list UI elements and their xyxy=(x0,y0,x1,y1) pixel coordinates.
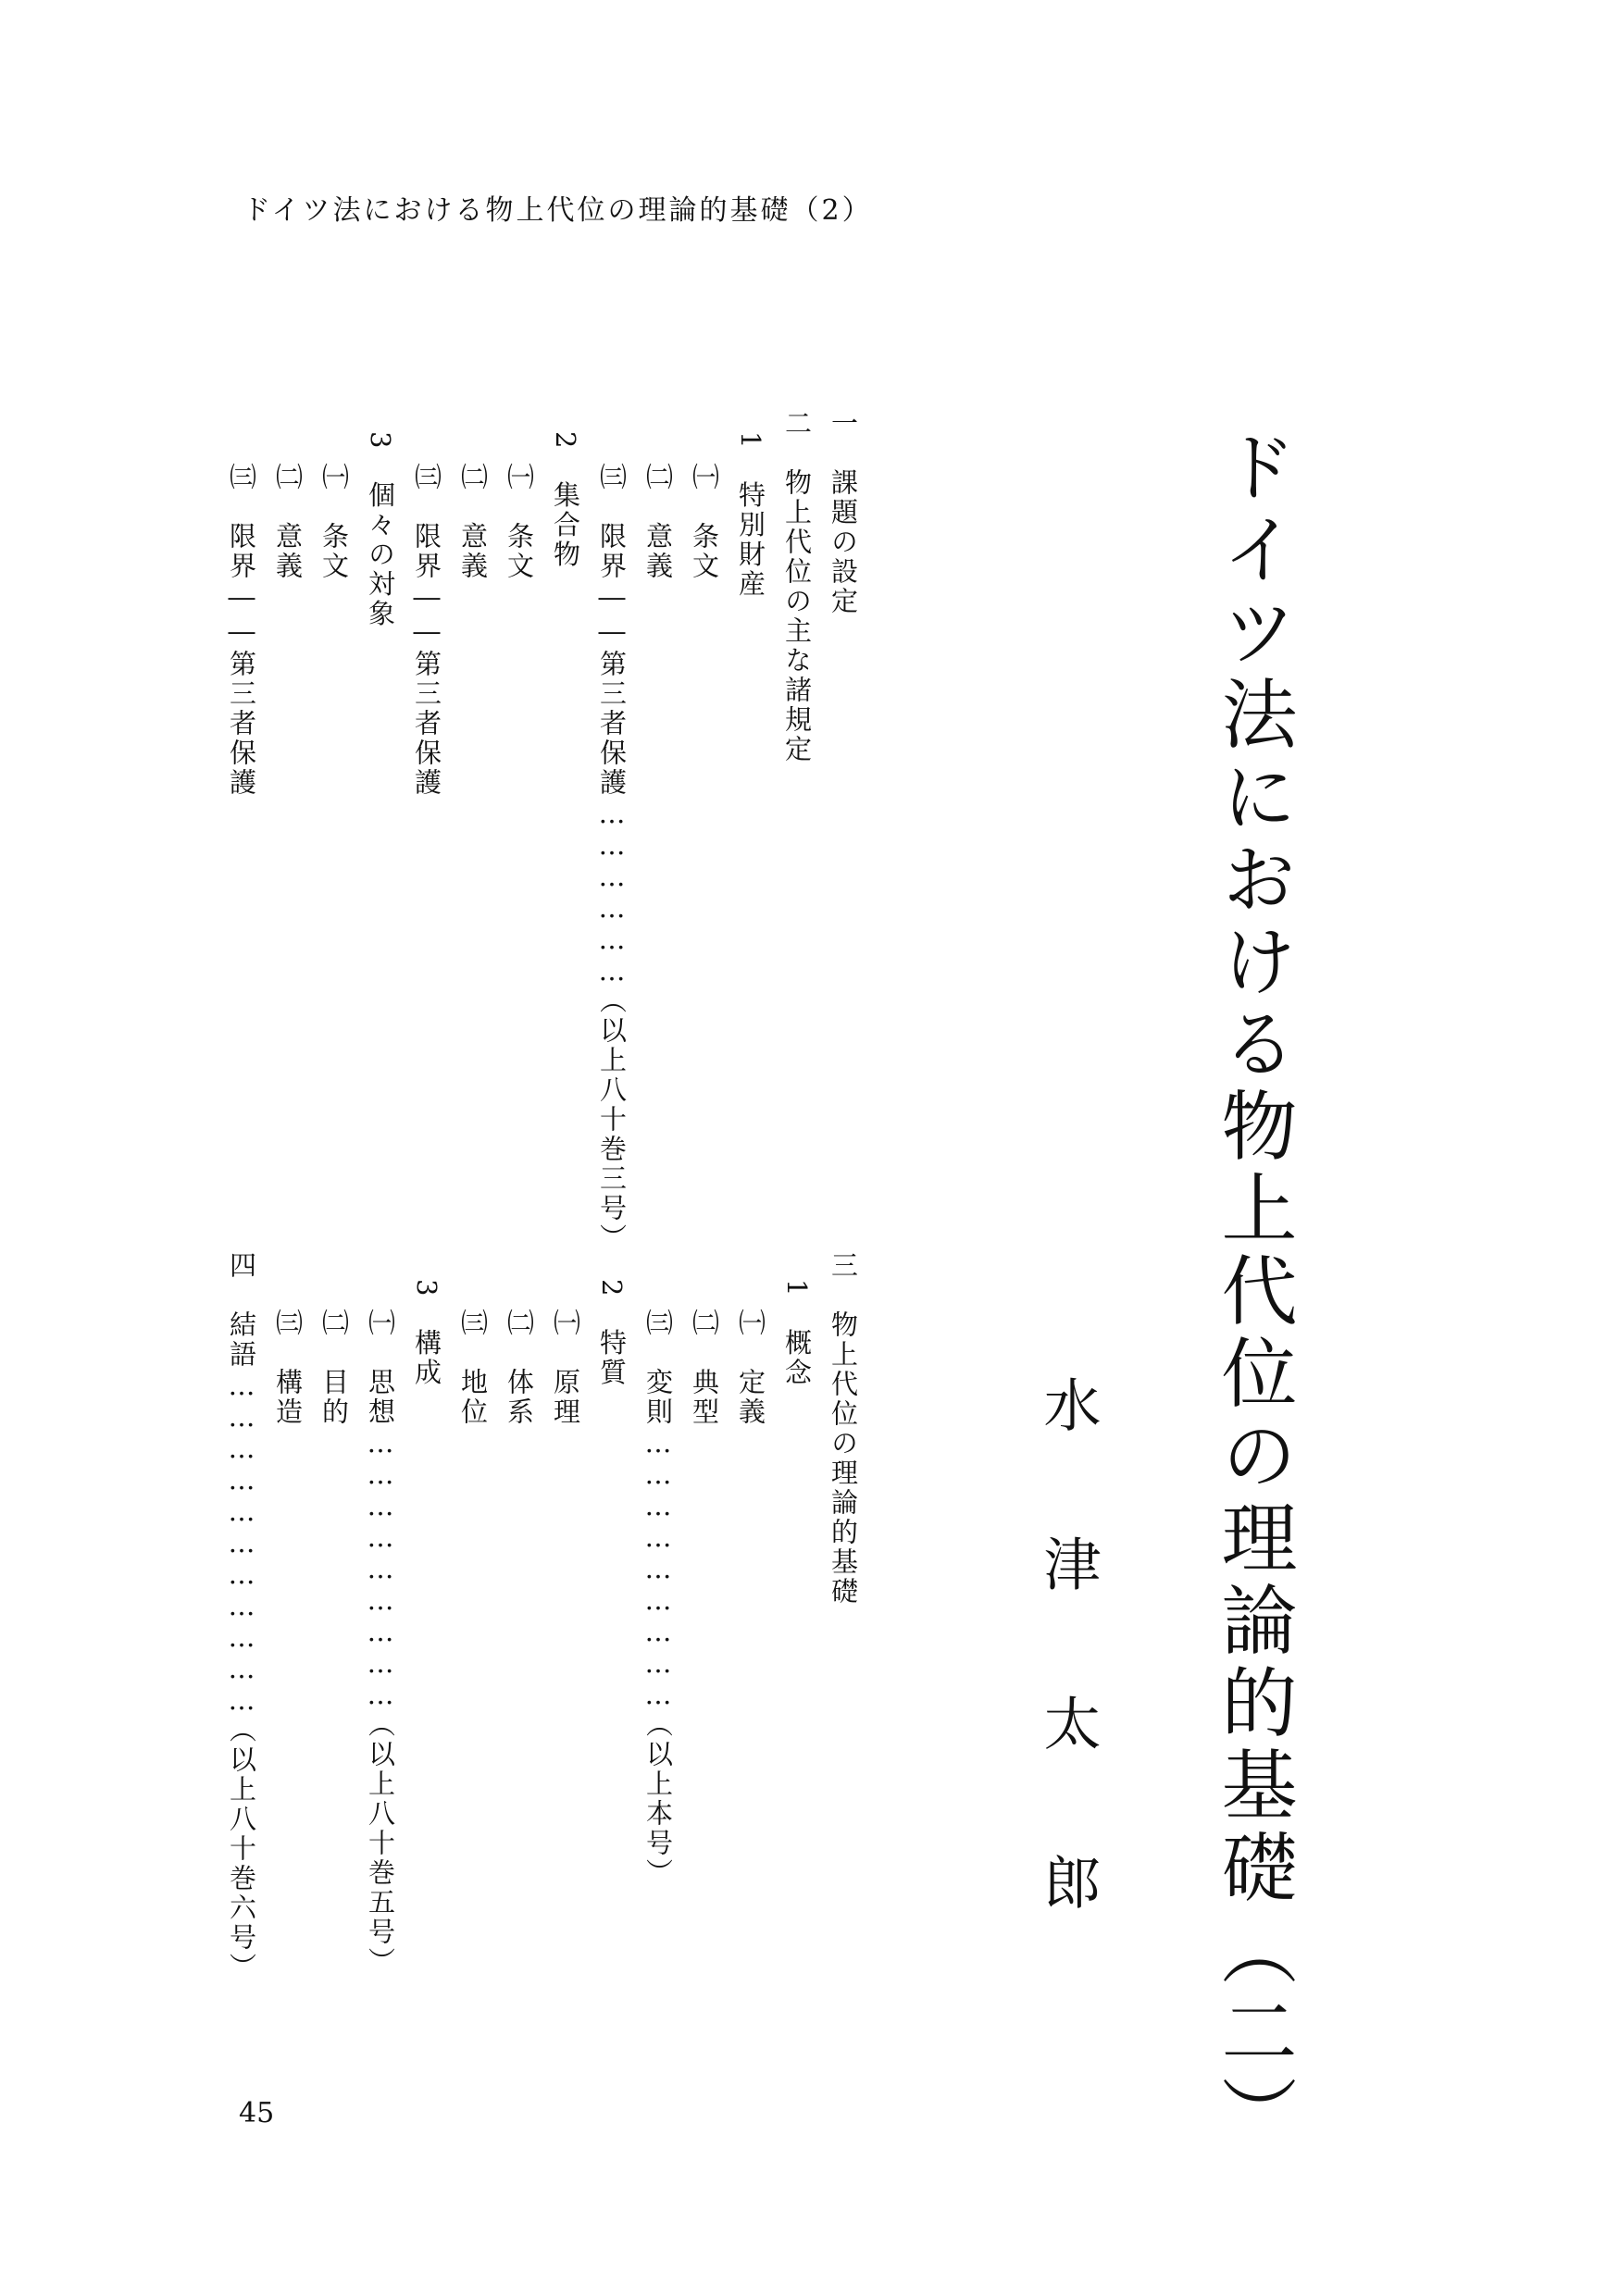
toc-num: ㈢ xyxy=(226,463,257,492)
toc-text: 個々の対象 xyxy=(365,480,396,629)
toc-text: 結語 xyxy=(226,1310,257,1370)
toc-text: 限界――第三者保護 xyxy=(596,522,628,798)
toc-item xyxy=(413,463,440,798)
toc-text: 条文 xyxy=(689,522,720,581)
toc-num: ㈡ xyxy=(272,463,304,492)
toc-text: 意義 xyxy=(272,522,304,581)
toc-item xyxy=(365,431,396,629)
toc-text: 概念 xyxy=(781,1328,813,1388)
toc-item xyxy=(596,1279,628,1388)
toc-item xyxy=(596,463,628,1253)
toc-item xyxy=(781,409,813,764)
toc-issue-ref: （以上本号） xyxy=(642,1710,674,1888)
running-header: ドイツ法における物上代位の理論的基礎（2） xyxy=(243,194,873,227)
toc-text: 意義 xyxy=(642,522,674,581)
toc-text: 典型 xyxy=(689,1368,720,1427)
author-char: 郎 xyxy=(1034,1853,1102,1910)
toc-item xyxy=(642,1309,674,1888)
toc-num: 三 xyxy=(828,1251,859,1281)
toc-item xyxy=(504,1309,535,1427)
toc-text: 物上代位の理論的基礎 xyxy=(828,1310,859,1607)
toc-num: ㈢ xyxy=(596,463,628,492)
toc-item xyxy=(737,1309,764,1427)
toc-num: ㈢ xyxy=(457,1309,489,1338)
toc-text: 地位 xyxy=(457,1368,489,1427)
toc-num: ㈡ xyxy=(504,1309,535,1338)
toc-item xyxy=(737,431,764,599)
toc-leader-dots: …………………………… xyxy=(226,1370,257,1716)
toc-num: 一 xyxy=(828,409,859,439)
toc-item xyxy=(828,409,859,616)
toc-item xyxy=(781,1279,813,1388)
toc-num: 2 xyxy=(596,1279,628,1299)
toc-num: ㈡ xyxy=(457,463,489,492)
toc-leader-dots: ……………………… xyxy=(642,1427,674,1710)
toc-text: 定義 xyxy=(735,1368,766,1427)
page-number: 45 xyxy=(239,2097,275,2129)
toc-text: 条文 xyxy=(318,522,350,581)
toc-text: 特別財産 xyxy=(735,480,766,600)
toc-item xyxy=(552,431,579,569)
toc-item xyxy=(504,463,535,581)
author-char: 津 xyxy=(1034,1534,1102,1592)
toc-text: 特質 xyxy=(596,1328,628,1388)
toc-num: ㈠ xyxy=(735,1309,766,1338)
toc-issue-ref: （以上八十巻六号） xyxy=(226,1716,257,1982)
toc-item xyxy=(642,463,674,581)
toc-issue-ref: （以上八十巻五号） xyxy=(365,1710,396,1977)
toc-item xyxy=(272,1309,304,1427)
toc-item xyxy=(457,1309,489,1427)
toc-item xyxy=(457,463,489,581)
toc-num: ㈠ xyxy=(365,1309,396,1338)
toc-item xyxy=(272,463,304,581)
toc-num: ㈢ xyxy=(642,1309,674,1338)
toc-num: 1 xyxy=(781,1279,813,1299)
toc-num: 1 xyxy=(735,431,766,452)
toc-num: ㈡ xyxy=(642,463,674,492)
toc-num: ㈠ xyxy=(550,1309,581,1338)
toc-text: 限界――第三者保護 xyxy=(411,522,442,798)
toc-text: 目的 xyxy=(318,1368,350,1427)
toc-num: ㈢ xyxy=(272,1309,304,1338)
toc-item xyxy=(413,1279,440,1387)
toc-num: ㈡ xyxy=(689,1309,720,1338)
toc-text: 原理 xyxy=(550,1368,581,1427)
toc-num: 四 xyxy=(226,1251,257,1281)
toc-text: 意義 xyxy=(457,522,489,581)
toc-text: 集合物 xyxy=(550,480,581,570)
toc-num: 3 xyxy=(365,431,396,452)
toc-num: 3 xyxy=(411,1279,442,1299)
toc-num: ㈠ xyxy=(689,463,720,492)
toc-item xyxy=(318,463,350,581)
toc-item xyxy=(689,1309,720,1427)
author-char: 太 xyxy=(1034,1694,1102,1751)
toc-num: ㈠ xyxy=(318,463,350,492)
toc-item xyxy=(228,1251,255,1982)
toc-text: 構造 xyxy=(272,1368,304,1427)
toc-item xyxy=(689,463,720,581)
toc-text: 変則 xyxy=(642,1368,674,1427)
toc-num: ㈠ xyxy=(504,463,535,492)
toc-issue-ref: （以上八十巻三号） xyxy=(596,987,628,1253)
toc-item xyxy=(365,1309,396,1977)
toc-num: ㈢ xyxy=(411,463,442,492)
toc-item xyxy=(228,463,255,798)
toc-text: 物上代位の主な諸規定 xyxy=(781,468,813,764)
toc-leader-dots: ……………………… xyxy=(365,1427,396,1710)
toc-text: 構成 xyxy=(411,1328,442,1388)
toc-text: 思想 xyxy=(365,1368,396,1427)
article-title: ドイツ法における物上代位の理論的基礎（二） xyxy=(1209,428,1297,2157)
toc-text: 条文 xyxy=(504,522,535,581)
toc-num: 2 xyxy=(550,431,581,452)
toc-item xyxy=(318,1309,350,1427)
toc-num: 二 xyxy=(781,409,813,439)
toc-text: 体系 xyxy=(504,1368,535,1427)
author-char: 水 xyxy=(1034,1375,1102,1433)
toc-item xyxy=(552,1309,579,1427)
toc-item xyxy=(828,1251,859,1607)
toc-text: 課題の設定 xyxy=(828,468,859,616)
toc-text: 限界――第三者保護 xyxy=(226,522,257,798)
toc-num: ㈡ xyxy=(318,1309,350,1338)
toc-leader-dots: ……………… xyxy=(596,798,628,987)
